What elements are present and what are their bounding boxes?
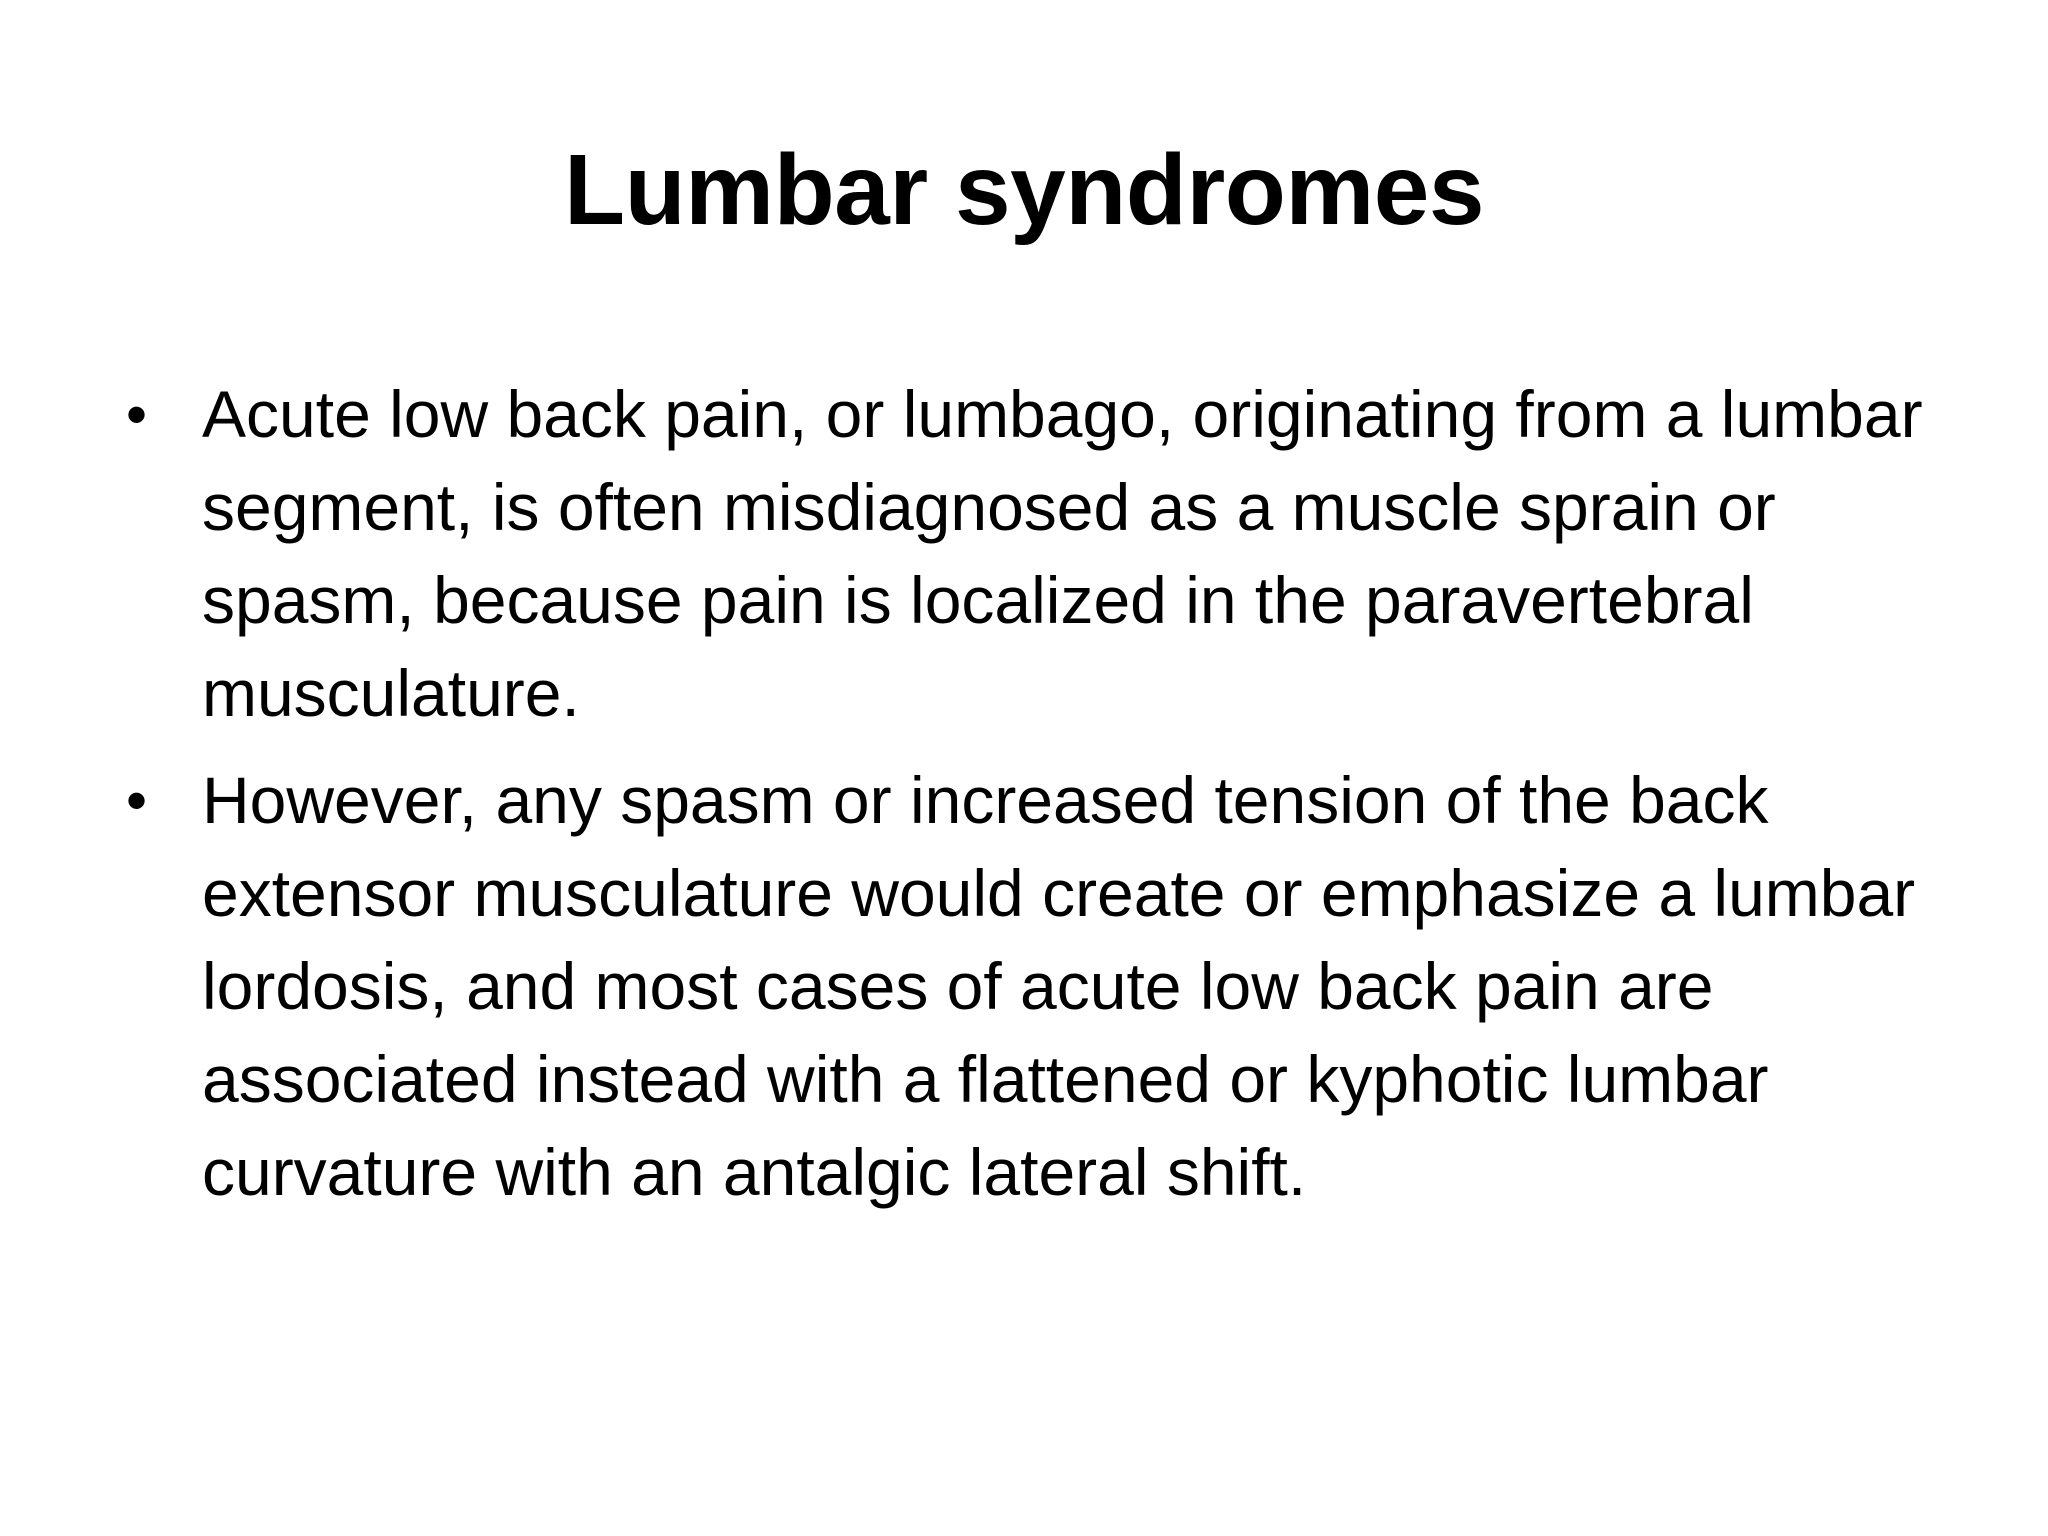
bullet-text: Acute low back pain, or lumbago, originating from a lumbar segment, is often misdiagnosed as a muscle sprain or spasm, because pain is localized in the paravertebral musculature. — [202, 377, 1923, 730]
bullet-text: However, any spasm or increased tension of the back extensor musculature would create or emphasize a lumbar lordosis, and most cases of acute low back pain are associated instead with a flattened or kyphotic lumbar curvature with an antalgic lateral shift. — [202, 763, 1916, 1209]
bullet-item — [120, 368, 1940, 740]
bullet-icon: • — [126, 767, 148, 834]
bullet-list — [120, 368, 1940, 1233]
bullet-item — [120, 754, 1940, 1219]
slide-title: Lumbar syndromes — [563, 134, 1485, 246]
bullet-icon: • — [126, 381, 148, 448]
